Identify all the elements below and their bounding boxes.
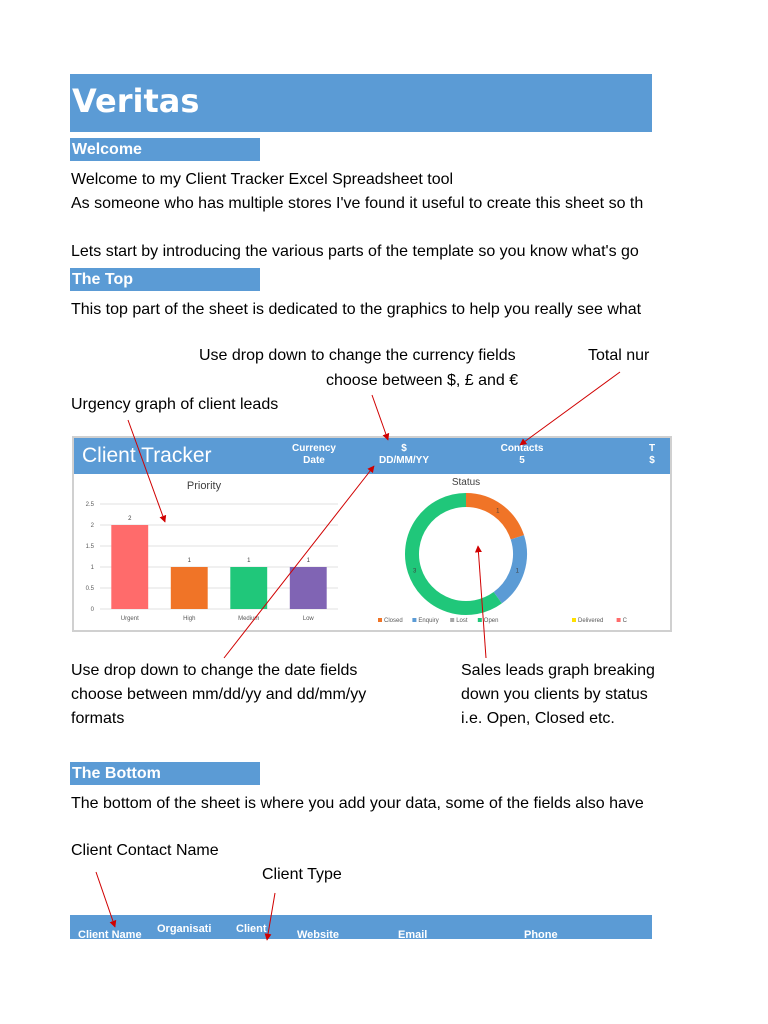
y-tick-label: 2: [90, 523, 94, 529]
donut-chart-title: Status: [451, 477, 481, 488]
annotation-sales-line-2: down you clients by status: [461, 686, 648, 703]
arrow-total: [520, 372, 620, 445]
y-tick-label: 0.5: [85, 586, 94, 592]
date-value[interactable]: DD/MM/YY: [379, 455, 429, 466]
column-website: Website: [297, 929, 339, 941]
annotation-urgency: Urgency graph of client leads: [71, 396, 279, 413]
arrow-client-type: [267, 893, 275, 940]
legend-label: Enquiry: [418, 618, 439, 624]
slice-data-label: 1: [496, 508, 500, 515]
column-organisation: Organisati: [157, 923, 212, 935]
date-label: Date: [303, 455, 325, 466]
t-value: $: [649, 455, 655, 466]
arrow-date: [224, 466, 374, 658]
legend-label: Open: [483, 618, 499, 624]
slice-data-label: 1: [515, 568, 520, 575]
legend-label: C: [622, 618, 627, 624]
legend-label: Lost: [456, 618, 468, 624]
column-client-name: Client Name: [78, 929, 142, 941]
annotation-sales-line-3: i.e. Open, Closed etc.: [461, 710, 615, 727]
annotation-currency-line-1: Use drop down to change the currency fields: [199, 347, 516, 364]
contacts-value: 5: [519, 455, 525, 466]
contacts-label: Contacts: [500, 443, 544, 454]
column-client-type: Client: [236, 923, 267, 935]
annotation-total: Total nur: [588, 347, 650, 364]
x-tick-label: Medium: [238, 616, 260, 622]
currency-label: Currency: [292, 443, 336, 454]
y-tick-label: 2.5: [85, 502, 94, 508]
page-title: Veritas: [72, 82, 200, 120]
section-welcome-heading: Welcome: [70, 138, 260, 161]
section-bottom-heading: The Bottom: [70, 762, 260, 785]
annotation-client-contact: Client Contact Name: [71, 842, 219, 859]
bar-data-label: 1: [187, 558, 191, 564]
t-label: T: [648, 443, 656, 454]
legend-label: Closed: [384, 618, 403, 624]
annotation-date-line-3: formats: [71, 710, 125, 727]
welcome-line-3: Lets start by introducing the various parts of the template so you know what's go: [71, 243, 639, 260]
bar-data-label: 1: [306, 558, 310, 564]
bar-data-label: 2: [128, 516, 132, 522]
bar-chart-title: Priority: [186, 480, 222, 492]
currency-value[interactable]: $: [401, 443, 407, 454]
column-email: Email: [398, 929, 428, 941]
welcome-line-1: Welcome to my Client Tracker Excel Spreadsheet tool: [71, 171, 454, 188]
x-tick-label: Urgent: [120, 616, 139, 622]
legend-label: Delivered: [578, 618, 604, 624]
bar-data-label: 1: [247, 558, 251, 564]
arrow-sales: [478, 546, 486, 658]
y-tick-label: 1: [90, 565, 94, 571]
arrow-urgency: [128, 420, 165, 522]
arrow-client-contact: [96, 872, 115, 927]
column-phone: Phone: [524, 929, 558, 941]
annotation-currency-line-2: choose between $, £ and €: [326, 372, 519, 389]
dashboard-title: Client Tracker: [82, 444, 212, 467]
section-top-heading: The Top: [70, 268, 260, 291]
y-tick-label: 1.5: [85, 544, 94, 550]
top-description: This top part of the sheet is dedicated to the graphics to help you really see what: [71, 301, 642, 318]
annotation-sales-line-1: Sales leads graph breaking: [461, 662, 655, 679]
arrow-currency: [372, 395, 388, 440]
slice-data-label: 3: [412, 568, 417, 575]
y-tick-label: 0: [90, 607, 94, 613]
welcome-line-2: As someone who has multiple stores I've found it useful to create this sheet so th: [71, 195, 644, 212]
bottom-description: The bottom of the sheet is where you add your data, some of the fields also have: [71, 795, 644, 812]
x-tick-label: Low: [302, 616, 314, 622]
annotation-date-line-2: choose between mm/dd/yy and dd/mm/yy: [71, 686, 367, 703]
annotation-date-line-1: Use drop down to change the date fields: [71, 662, 358, 679]
x-tick-label: High: [183, 616, 196, 622]
annotation-client-type: Client Type: [262, 866, 342, 883]
